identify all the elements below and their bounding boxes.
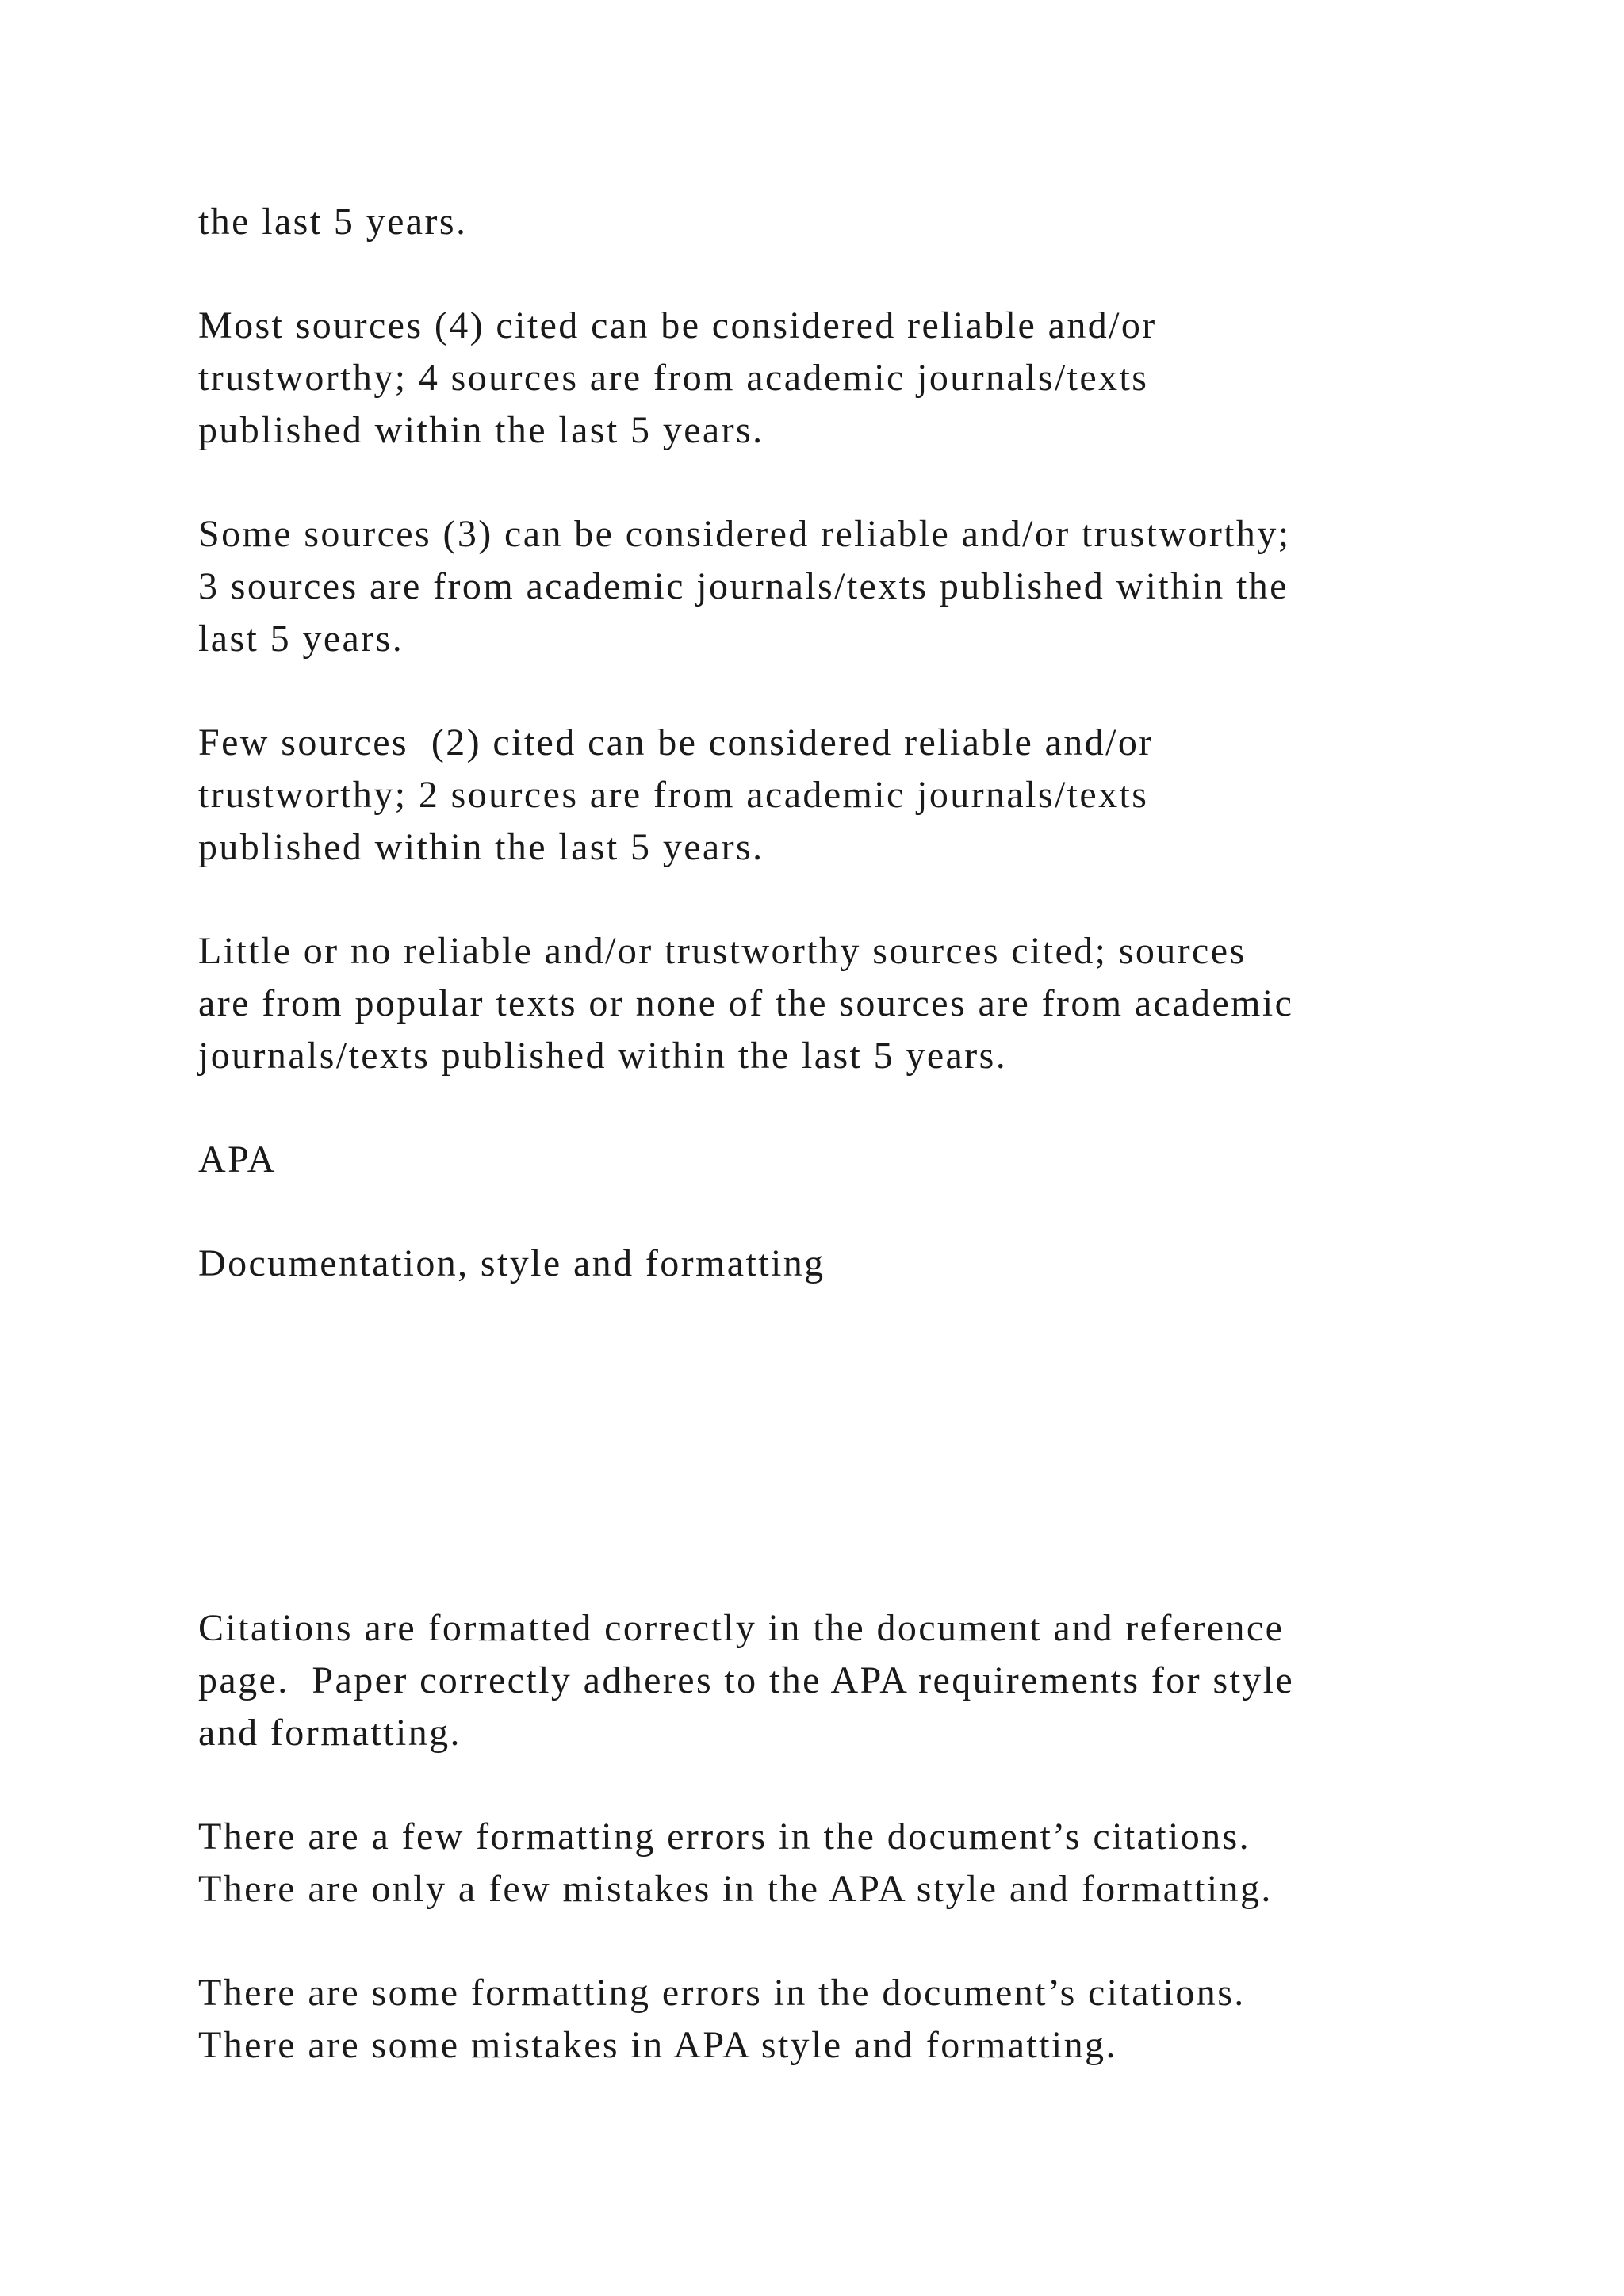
paragraph-line: are from popular texts or none of the sources are from academic xyxy=(198,982,1294,1024)
paragraph-line: and formatting. xyxy=(198,1712,462,1754)
paragraph-line: Some sources (3) can be considered reliable and/or trustworthy; xyxy=(198,513,1291,555)
paragraph-line: Few sources (2) cited can be considered reliable and/or xyxy=(198,721,1154,763)
paragraph-line: Little or no reliable and/or trustworthy sources cited; sources xyxy=(198,930,1247,972)
paragraph-line: There are some formatting errors in the document’s citations. xyxy=(198,1972,1246,2014)
paragraph-line: 3 sources are from academic journals/texts published within the xyxy=(198,565,1289,607)
paragraph-line: There are a few formatting errors in the document’s citations. xyxy=(198,1816,1251,1858)
paragraph-line: last 5 years. xyxy=(198,618,404,660)
criterion-label: Documentation, style and formatting xyxy=(198,1242,825,1284)
paragraph-line: published within the last 5 years. xyxy=(198,409,764,451)
section-heading: APA xyxy=(198,1138,277,1181)
paragraph-line: journals/texts published within the last 5 years. xyxy=(198,1035,1008,1077)
paragraph-line: the last 5 years. xyxy=(198,201,468,243)
paragraph-line: trustworthy; 4 sources are from academic journals/texts xyxy=(198,357,1149,399)
paragraph-line: trustworthy; 2 sources are from academic journals/texts xyxy=(198,774,1149,816)
paragraph-line: Most sources (4) cited can be considered reliable and/or xyxy=(198,304,1157,346)
paragraph-line: Citations are formatted correctly in the document and reference xyxy=(198,1607,1285,1649)
paragraph-line: There are some mistakes in APA style and formatting. xyxy=(198,2024,1117,2066)
paragraph-line: page. Paper correctly adheres to the APA requirements for style xyxy=(198,1659,1295,1701)
paragraph-line: There are only a few mistakes in the APA style and formatting. xyxy=(198,1868,1273,1910)
paragraph-line: published within the last 5 years. xyxy=(198,826,764,868)
